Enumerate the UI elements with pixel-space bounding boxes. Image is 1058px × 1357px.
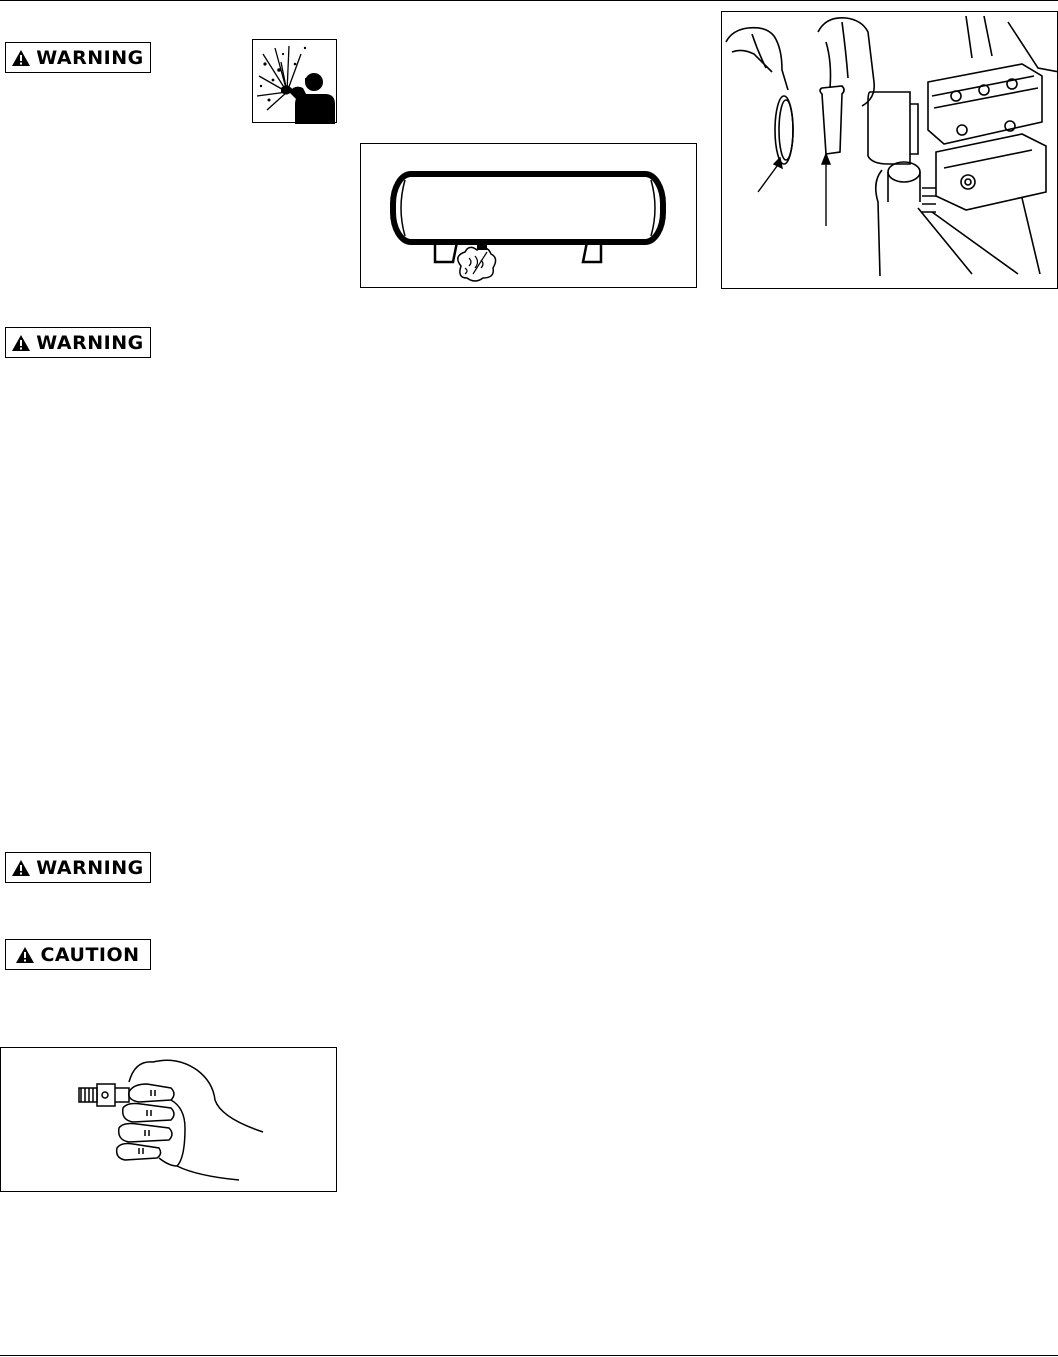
warning-triangle-icon (12, 860, 30, 876)
air-tank-drain-valve-illustration (360, 143, 697, 288)
top-rule (0, 0, 1058, 1)
warning-label (5, 852, 151, 883)
caution-label (5, 939, 151, 970)
warning-triangle-icon (12, 335, 30, 351)
flying-debris-hazard-icon (252, 39, 337, 123)
warning-label-text: WARNING (36, 46, 144, 69)
bottom-rule (0, 1355, 1058, 1356)
warning-label-text: WARNING (36, 856, 144, 879)
warning-label-text: WARNING (36, 331, 144, 354)
caution-label-text: CAUTION (40, 943, 140, 966)
warning-triangle-icon (12, 50, 30, 66)
warning-triangle-icon (16, 947, 34, 963)
compressor-pump-filter-illustration (721, 11, 1058, 289)
warning-label (5, 42, 151, 73)
hand-holding-quick-coupler-illustration (0, 1047, 337, 1192)
warning-label (5, 327, 151, 358)
